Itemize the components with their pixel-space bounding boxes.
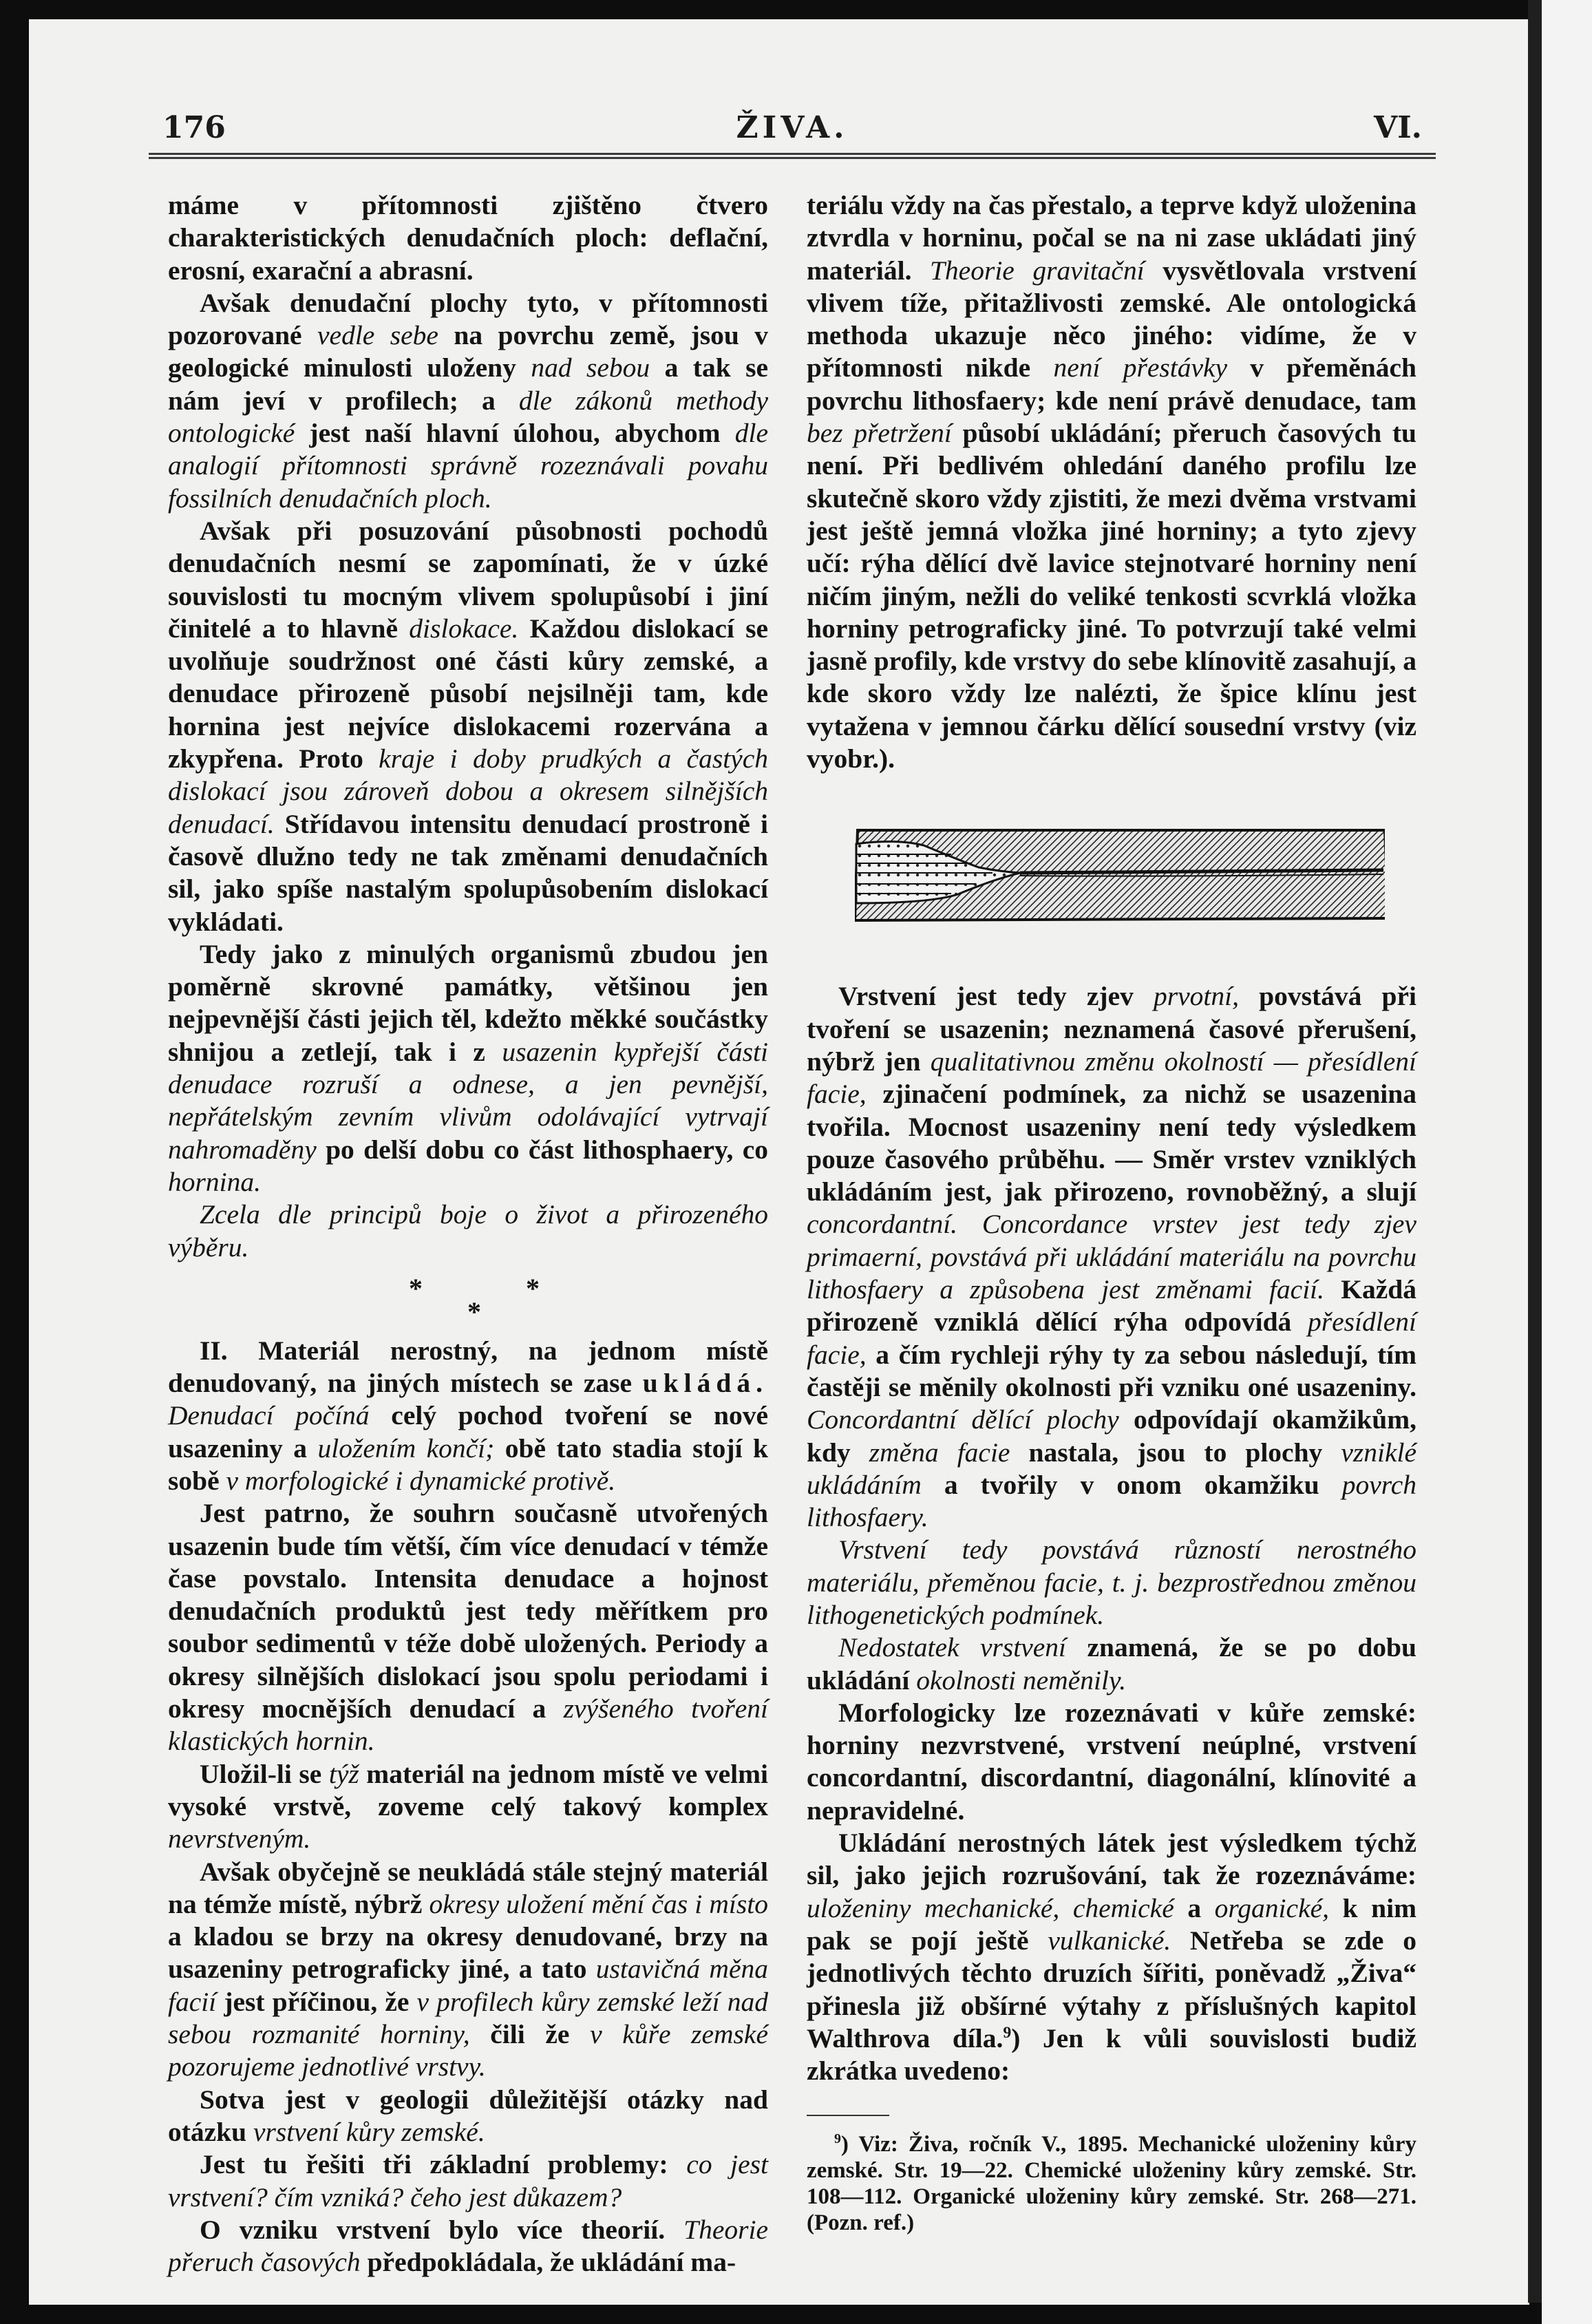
paragraph: Morfologicky lze rozeznávati v kůře zemské: horniny nezvrstvené, vrstvení neúplné, vrstvení concordantní, discordantní, diagonální, klínovité a nepravidelné.	[807, 1697, 1416, 1826]
paragraph: O vzniku vrstvení bylo více theorií. Theorie přeruch časových předpokládala, že ukládání ma-	[168, 2214, 768, 2278]
paragraph: II. Materiál nerostný, na jednom místě denudovaný, na jiných místech se zase ukládá. Denudací počíná celý pochod tvoření se nové usazeniny a uložením končí; obě tato stadia stojí k sobě v morfologické i dynamické protivě.	[168, 1335, 768, 1496]
header-double-rule	[149, 153, 1436, 159]
right-column	[807, 189, 1416, 2236]
paragraph: Vrstvení jest tedy zjev prvotní, povstává při tvoření se usazenin; neznamená časové přerušení, nýbrž jen qualitativnou změnu okolností — přesídlení facie, zjinačení podmínek, za nichž se usazenina tvořila. Mocnost usazeniny není tedy výsledkem pouze časového průběhu. — Směr vrstev vzniklých ukládáním jest, jak přirozeno, rovnoběžný, a slují concordantní. Concordance vrstev jest tedy zjev primaerní, povstává při ukládání materiálu na povrchu lithosfaery a způsobena jest změnami facií. Každá přirozeně vzniklá dělící rýha odpovídá přesídlení facie, a čím rychleji rýhy ty za sebou následují, tím častěji se měnily okolnosti při vzniku oné usazeniny. Concordantní dělící plochy odpovídají okamžikům, kdy změna facie nastala, jsou to plochy vzniklé ukládáním a tvořily v onom okamžiku povrch lithosfaery.	[807, 981, 1417, 1533]
paragraph: Ukládání nerostných látek jest výsledkem týchž sil, jako jejich rozrušování, tak že rozeznáváme: uloženiny mechanické, chemické a organické, k nim pak se pojí ještě vulkanické. Netřeba se zde o jednotlivých těchto druzích šířiti, poněvadž „Živa“ přinesla již obšírné výtahy z příslušných kapitol Walthrova díla.$^9$) Jen k vůli souvislosti budiž zkrátka uvedeno:	[807, 1828, 1417, 2087]
paragraph: Vrstvení tedy povstává růzností nerostného materiálu, přeměnou facie, t. j. bezprostřednou změnou lithogenetických podmínek.	[807, 1534, 1416, 1630]
left-column	[168, 189, 768, 2279]
section-separator-asterisks: * * *	[409, 1272, 540, 1327]
paragraph: Nedostatek vrstvení znamená, že se po dobu ukládání okolnosti neměnily.	[807, 1632, 1416, 1696]
paragraph: Avšak denudační plochy tyto, v přítomnosti pozorované vedle sebe na povrchu země, jsou v geologické minulosti uloženy nad sebou a tak se nám jeví v profilech; a dle zákonů methody ontologické jest naší hlavní úlohou, abychom dle analogií přítomnosti správně rozeznávali povahu fossilních denudačních ploch.	[168, 287, 768, 514]
footnote-divider	[807, 2115, 889, 2116]
journal-title: ŽIVA.	[736, 110, 849, 145]
adjacent-page-edge	[1542, 0, 1592, 2324]
stratification-diagram-icon	[855, 822, 1385, 932]
page-number: 176	[162, 110, 226, 145]
paragraph: Avšak obyčejně se neukládá stále stejný materiál na témže místě, nýbrž okresy uložení mění čas i místo a kladou se brzy na okresy denudované, brzy na usazeniny petrograficky jiné, a tato ustavičná měna facií jest příčinou, že v profilech kůry zemské leží nad sebou rozmanité horniny, čili že v kůře zemské pozorujeme jednotlivé vrstvy.	[168, 1856, 769, 2082]
paragraph: Jest tu řešiti tři základní problemy: co jest vrstvení? čím vzniká? čeho jest důkazem?	[168, 2149, 768, 2212]
paragraph: teriálu vždy na čas přestalo, a teprve když uloženina ztvrdla v horninu, počal se na ni zase ukládati jiný materiál. Theorie gravitační vysvětlovala vrstvení vlivem tíže, přitažlivosti zemské. Ale ontologická methoda ukazuje něco jiného: vidíme, že v přítomnosti nikde není přestávky v přeměnách povrchu lithosfaery; kde není právě denudace, tam bez přetržení působí ukládání; přeruch časových tu není. Při bedlivém ohledání daného profilu lze skutečně skoro vždy zjistiti, že mezi dvěma vrstvami jest ještě jemná vložka jiné horniny; a tyto zjevy učí: rýha dělící dvě lavice stejnotvaré horniny není ničím jiným, nežli do veliké tenkosti scvrklá vložka horniny petrograficky jiné. To potvrzují také velmi jasně profily, kde vrstvy do sebe klínovitě zasahují, a kde skoro vždy lze nalézti, že špice klínu jest vytažena v jemnou čárku dělící sousední vrstvy (viz vyobr.).	[807, 190, 1416, 774]
footnote-reference: 9	[1003, 2023, 1012, 2042]
paragraph: Sotva jest v geologii důležitější otázky nad otázku vrstvení kůry zemské.	[168, 2084, 768, 2147]
volume-number: VI.	[1373, 110, 1422, 145]
paragraph: Uložil-li se týž materiál na jednom místě ve velmi vysoké vrstvě, zoveme celý takový komplex nevrstveným.	[168, 1758, 768, 1855]
footnote: $^9$) Viz: Živa, ročník V., 1895. Mechanické uloženiny kůry zemské. Str. 19—22. Chemické uloženiny kůry zemské. Str. 108—112. Organické uloženiny kůry zemské. Str. 268—271. (Pozn. ref.)	[807, 2131, 1416, 2236]
paragraph: Jest patrno, že souhrn současně utvořených usazenin bude tím větší, čím více denudací v témže čase povstalo. Intensita denudace a hojnost denudačních produktů jest tedy měřítkem pro soubor sedimentů v téže době uložených. Periody a okresy silnějších dislokací jsou spolu periodami i okresy mocnějších denudací a zvýšeného tvoření klastických hornin.	[168, 1498, 768, 1757]
wedge-layer-illustration	[855, 822, 1385, 932]
paragraph: máme v přítomnosti zjištěno čtvero charakteristických denudačních ploch: deflační, erosní, exarační a abrasní.	[168, 190, 768, 286]
footnote-marker: 9	[834, 2131, 841, 2147]
paragraph: Avšak při posuzování působnosti pochodů denudačních nesmí se zapomínati, že v úzké souvislosti tu mocným vlivem spolupůsobí i jiní činitelé a to hlavně dislokace. Každou dislokací se uvolňuje soudržnost oné části kůry zemské, a denudace přirozeně působí nejsilněji tam, kde hornina jest nejvíce dislokacemi rozervána a zkypřena. Proto kraje i doby prudkých a častých dislokací jsou zároveň dobou a okresem silnějších denudací. Střídavou intensitu denudací prostroně i časově dlužno tedy ne tak změnami denudačních sil, jako spíše nastalým spolupůsobením dislokací vykládati.	[168, 515, 768, 937]
paragraph: Zcela dle principů boje o život a přirozeného výběru.	[168, 1199, 768, 1263]
running-header	[149, 103, 1436, 172]
paragraph: Tedy jako z minulých organismů zbudou jen poměrně skrovné památky, většinou jen nejpevnější části jejich těl, kdežto měkké součástky shnijou a zetlejí, tak i z usazenin kypřejší části denudace rozruší a odnese, a jen pevnější, nepřátelským zevním vlivům odolávající vytrvají nahromaděny po delší dobu co část lithosphaery, co hornina.	[168, 938, 768, 1197]
